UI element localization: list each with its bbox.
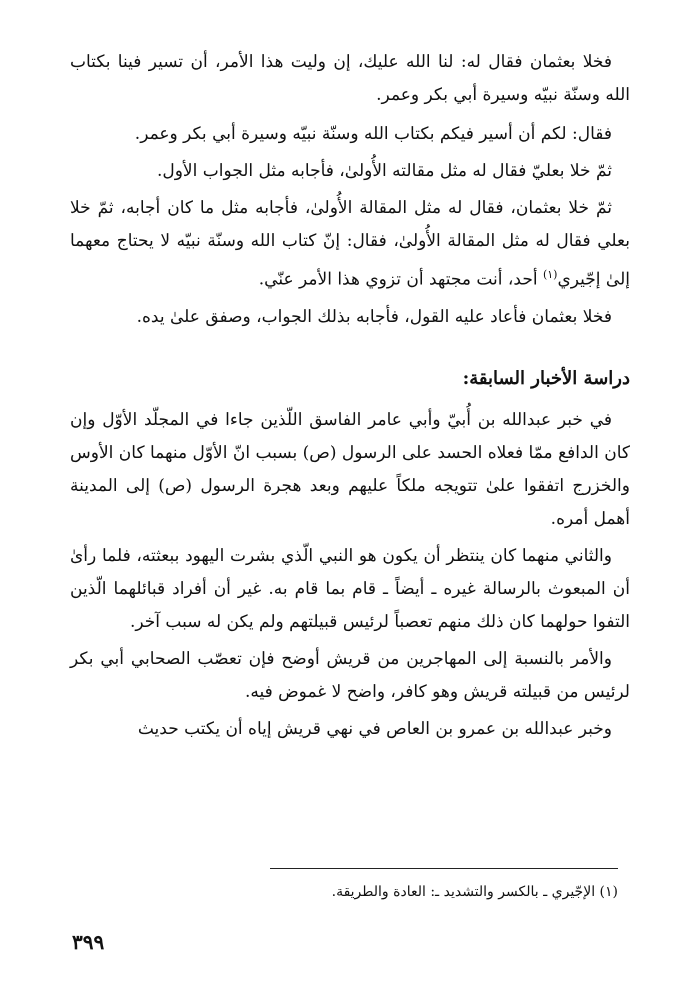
paragraph-3: ثمّ خلا بعليّ فقال له مثل مقالته الأُولىٰ، فأجابه مثل الجواب الأول.: [156, 161, 612, 181]
section-heading: دراسة الأخبار السابقة:: [462, 367, 630, 389]
page-body: [70, 46, 630, 750]
paragraph-4-text: ثمّ خلا بعثمان، فقال له مثل المقالة الأُولىٰ، فأجابه مثل ما كان أجابه، ثمّ خلا بعلي فقال له مثل المقالة الأُولىٰ، فقال: إنّ كتاب الله وسنّة نبيّه لا يحتاج معهما إلىٰ إجّيري: [70, 198, 630, 290]
paragraph-2: فقال: لكم أن أسير فيكم بكتاب الله وسنّة نبيّه وسيرة أبي بكر وعمر.: [134, 124, 612, 144]
footnote-divider: [270, 868, 618, 869]
paragraph-7: والثاني منهما كان ينتظر أن يكون هو النبي الّذي بشرت اليهود ببعثته، فلما رأىٰ أن المبعوث بالرسالة غيره ـ أيضاً ـ قام بما قام به. غير أن أفراد قبائلهما الّذين التفوا حولهما كان ذلك منهم تعصباً لرئيس قبيلتهم ولم يكن له سبب آخر.: [70, 545, 630, 632]
footnote: (١) الإجّيري ـ بالكسر والتشديد ـ: العادة والطريقة.: [331, 884, 618, 900]
paragraph-5: فخلا بعثمان فأعاد عليه القول، فأجابه بذلك الجواب، وصفق علىٰ يده.: [136, 306, 612, 327]
paragraph-4-tail: أحد، أنت مجتهد أن تزوي هذا الأمر عنّي.: [258, 269, 543, 290]
paragraph-4: [70, 192, 630, 297]
paragraph-9: وخبر عبدالله بن عمرو بن العاص في نهي قريش إياه أن يكتب حديث: [137, 718, 612, 739]
paragraph-8: والأمر بالنسبة إلى المهاجرين من قريش أوضح فإن تعصّب الصحابي أبي بكر لرئيس من قبيلته قريش وهو كافر، واضح لا غموض فيه.: [70, 648, 630, 702]
page-number: ٣٩٩: [72, 930, 105, 954]
paragraph-6: في خبر عبدالله بن أُبيّ وأبي عامر الفاسق اللّذين جاءا في المجلّد الأوّل وإن كان الدافع ممّا فعلاه الحسد على الرسول (ص) بسبب انّ الأوّل منهما كان الأوس والخزرج اتفقوا علىٰ تتويجه ملكاً عليهم وبعد هجرة الرسول (ص) إلى المدينة أهمل أمره.: [70, 409, 630, 529]
footnote-marker: (١): [542, 268, 558, 281]
paragraph-1: فخلا بعثمان فقال له: لنا الله عليك، إن وليت هذا الأمر، أن تسير فينا بكتاب الله وسنّة نبيّه وسيرة أبي بكر وعمر.: [70, 52, 630, 105]
